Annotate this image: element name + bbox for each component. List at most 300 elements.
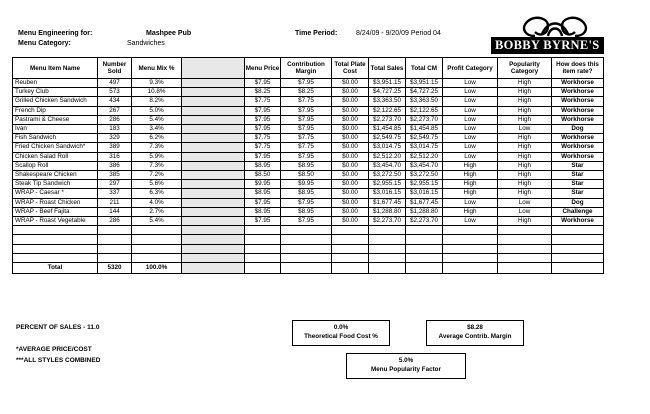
number-sold-cell: 573 <box>98 88 132 97</box>
total-cm-cell: $2,955.15 <box>406 180 443 189</box>
col-header-price: Menu Price <box>245 58 281 79</box>
blank-cell <box>98 244 132 253</box>
table-row <box>13 217 604 226</box>
number-sold-cell: 183 <box>98 125 132 134</box>
period-label: Time Period: <box>295 30 338 37</box>
number-sold-cell: 386 <box>98 161 132 170</box>
col-header-rating: How does this item rate? <box>552 58 604 79</box>
contribution-margin-cell: $7.95 <box>281 106 332 115</box>
plate-cost-cell: $0.00 <box>332 161 369 170</box>
blank-cell <box>332 263 369 274</box>
blank-cell <box>98 253 132 262</box>
blank-cell <box>98 235 132 244</box>
blank-cell <box>406 235 443 244</box>
item-rating-cell: Workhorse <box>552 97 604 106</box>
menu-mix-cell: 6.3% <box>132 189 182 198</box>
blank-row <box>13 244 604 253</box>
item-name-cell: Scallop Roll <box>13 161 98 170</box>
menu-engineering-table <box>12 57 604 274</box>
total-sales-cell: $1,288.80 <box>369 207 406 216</box>
spacer-cell <box>182 134 245 143</box>
profit-category-cell: High <box>443 207 498 216</box>
contrib-margin-value: $8.28 <box>467 324 483 331</box>
plate-cost-cell: $0.00 <box>332 152 369 161</box>
item-rating-cell: Star <box>552 161 604 170</box>
item-name-cell: Shakespeare Chicken <box>13 171 98 180</box>
blank-cell <box>498 244 552 253</box>
item-rating-cell: Star <box>552 189 604 198</box>
restaurant-name: Mashpee Pub <box>146 30 192 37</box>
blank-cell <box>406 226 443 235</box>
average-note: *AVERAGE PRICE/COST <box>16 346 92 353</box>
number-sold-cell: 297 <box>98 180 132 189</box>
number-sold-cell: 286 <box>98 115 132 124</box>
blank-cell <box>369 235 406 244</box>
blank-cell <box>245 226 281 235</box>
total-sales-cell: $3,272.50 <box>369 171 406 180</box>
total-cm-cell: $3,363.50 <box>406 97 443 106</box>
popularity-category-cell: High <box>498 161 552 170</box>
popularity-factor-box <box>346 353 466 379</box>
item-rating-cell: Workhorse <box>552 152 604 161</box>
contribution-margin-cell: $8.95 <box>281 207 332 216</box>
contribution-margin-cell: $8.25 <box>281 88 332 97</box>
popularity-category-cell: Low <box>498 125 552 134</box>
col-header-sold: Number Sold <box>98 58 132 79</box>
item-name-cell: Steak Tip Sandwich <box>13 180 98 189</box>
profit-category-cell: Low <box>443 217 498 226</box>
contribution-margin-cell: $8.95 <box>281 161 332 170</box>
item-rating-cell: Challenge <box>552 207 604 216</box>
spacer-cell <box>182 161 245 170</box>
menu-price-cell: $7.75 <box>245 97 281 106</box>
spacer-cell <box>182 171 245 180</box>
item-name-cell: Reuben <box>13 79 98 88</box>
profit-category-cell: Low <box>443 97 498 106</box>
item-rating-cell: Star <box>552 180 604 189</box>
menu-mix-cell: 5.4% <box>132 115 182 124</box>
table-row <box>13 207 604 216</box>
popularity-category-cell: High <box>498 217 552 226</box>
total-cm-cell: $2,512.20 <box>406 152 443 161</box>
item-name-cell: WRAP - Roast Vegetable <box>13 217 98 226</box>
number-sold-cell: 286 <box>98 217 132 226</box>
profit-category-cell: High <box>443 161 498 170</box>
col-header-name: Menu Item Name <box>13 58 98 79</box>
item-rating-cell: Workhorse <box>552 134 604 143</box>
menu-mix-cell: 3.4% <box>132 125 182 134</box>
spacer-cell <box>182 152 245 161</box>
blank-cell <box>13 235 98 244</box>
popularity-category-cell: Low <box>498 198 552 207</box>
spacer-cell <box>182 97 245 106</box>
blank-cell <box>245 244 281 253</box>
spacer-cell <box>182 143 245 152</box>
category-value: Sandwiches <box>127 40 165 47</box>
blank-cell <box>552 226 604 235</box>
table-row <box>13 88 604 97</box>
menu-mix-cell: 5.4% <box>132 217 182 226</box>
total-sales-cell: $3,454.70 <box>369 161 406 170</box>
table-row <box>13 180 604 189</box>
blank-cell <box>13 226 98 235</box>
table-row <box>13 143 604 152</box>
contribution-margin-cell: $7.95 <box>281 79 332 88</box>
contribution-margin-cell: $7.95 <box>281 152 332 161</box>
total-cm-cell: $3,454.70 <box>406 161 443 170</box>
profit-category-cell: Low <box>443 106 498 115</box>
profit-category-cell: Low <box>443 88 498 97</box>
blank-cell <box>332 253 369 262</box>
total-sales-cell: $2,122.65 <box>369 106 406 115</box>
table-row <box>13 189 604 198</box>
total-sales-cell: $3,951.15 <box>369 79 406 88</box>
total-sales-cell: $2,273.70 <box>369 217 406 226</box>
period-value: 8/24/09 - 9/20/09 Period 04 <box>356 30 441 37</box>
profit-category-cell: Low <box>443 125 498 134</box>
blank-cell <box>132 235 182 244</box>
blank-cell <box>98 226 132 235</box>
table-row <box>13 171 604 180</box>
total-label: Total <box>13 263 98 274</box>
item-name-cell: Chicken Salad Roll <box>13 152 98 161</box>
item-name-cell: French Dip <box>13 106 98 115</box>
number-sold-cell: 497 <box>98 79 132 88</box>
item-rating-cell: Workhorse <box>552 143 604 152</box>
profit-category-cell: High <box>443 189 498 198</box>
blank-cell <box>245 235 281 244</box>
contribution-margin-cell: $8.95 <box>281 189 332 198</box>
total-sales-cell: $2,273.70 <box>369 115 406 124</box>
number-sold-cell: 329 <box>98 134 132 143</box>
popularity-category-cell: High <box>498 143 552 152</box>
popularity-category-cell: High <box>498 115 552 124</box>
item-name-cell: WRAP - Roast Chicken <box>13 198 98 207</box>
spacer-cell <box>182 115 245 124</box>
total-sales-cell: $3,363.50 <box>369 97 406 106</box>
contrib-margin-box <box>426 320 524 346</box>
item-name-cell: Pastrami & Cheese <box>13 115 98 124</box>
blank-cell <box>132 244 182 253</box>
styles-note: ***ALL STYLES COMBINED <box>16 357 101 364</box>
plate-cost-cell: $0.00 <box>332 125 369 134</box>
total-mix: 100.0% <box>132 263 182 274</box>
contribution-margin-cell: $7.75 <box>281 97 332 106</box>
blank-cell <box>182 244 245 253</box>
blank-cell <box>443 253 498 262</box>
blank-cell <box>132 226 182 235</box>
profit-category-cell: High <box>443 171 498 180</box>
menu-price-cell: $7.95 <box>245 115 281 124</box>
menu-mix-cell: 5.6% <box>132 180 182 189</box>
blank-cell <box>13 244 98 253</box>
popularity-category-cell: High <box>498 134 552 143</box>
popularity-category-cell: High <box>498 180 552 189</box>
profit-category-cell: Low <box>443 198 498 207</box>
blank-cell <box>245 253 281 262</box>
total-cm-cell: $2,273.70 <box>406 217 443 226</box>
menu-price-cell: $8.95 <box>245 161 281 170</box>
item-name-cell: WRAP - Caesar * <box>13 189 98 198</box>
menu-price-cell: $7.95 <box>245 152 281 161</box>
total-cm-cell: $1,288.80 <box>406 207 443 216</box>
item-rating-cell: Workhorse <box>552 106 604 115</box>
table-row <box>13 115 604 124</box>
blank-cell <box>552 244 604 253</box>
blank-cell <box>552 263 604 274</box>
table-row <box>13 152 604 161</box>
blank-cell <box>332 235 369 244</box>
total-cm-cell: $2,122.65 <box>406 106 443 115</box>
col-header-sales: Total Sales <box>369 58 406 79</box>
table-row <box>13 161 604 170</box>
logo <box>490 12 620 54</box>
item-rating-cell: Workhorse <box>552 88 604 97</box>
blank-cell <box>332 226 369 235</box>
col-header-margin: Contribution Margin <box>281 58 332 79</box>
item-rating-cell: Workhorse <box>552 217 604 226</box>
plate-cost-cell: $0.00 <box>332 217 369 226</box>
blank-cell <box>406 253 443 262</box>
total-sales-cell: $4,727.25 <box>369 88 406 97</box>
number-sold-cell: 211 <box>98 198 132 207</box>
popularity-category-cell: High <box>498 171 552 180</box>
item-rating-cell: Workhorse <box>552 115 604 124</box>
blank-cell <box>281 235 332 244</box>
table-row <box>13 79 604 88</box>
popularity-factor-value: 5.0% <box>398 357 414 364</box>
blank-cell <box>406 244 443 253</box>
total-sales-cell: $1,677.45 <box>369 198 406 207</box>
number-sold-cell: 337 <box>98 189 132 198</box>
col-header-mix: Menu Mix % <box>132 58 182 79</box>
blank-cell <box>369 226 406 235</box>
blank-cell <box>443 235 498 244</box>
blank-cell <box>132 253 182 262</box>
blank-cell <box>369 253 406 262</box>
total-sales-cell: $2,955.15 <box>369 180 406 189</box>
category-label: Menu Category: <box>18 40 71 47</box>
blank-cell <box>281 253 332 262</box>
profit-category-cell: Low <box>443 79 498 88</box>
menu-price-cell: $8.95 <box>245 189 281 198</box>
table-row <box>13 106 604 115</box>
table-header-row <box>13 58 604 79</box>
spacer-cell <box>182 189 245 198</box>
plate-cost-cell: $0.00 <box>332 180 369 189</box>
blank-cell <box>498 226 552 235</box>
blank-cell <box>443 244 498 253</box>
contribution-margin-cell: $8.50 <box>281 171 332 180</box>
percent-of-sales: PERCENT OF SALES - 11.0 <box>16 324 100 331</box>
menu-mix-cell: 5.9% <box>132 152 182 161</box>
total-cm-cell: $3,272.50 <box>406 171 443 180</box>
popularity-category-cell: High <box>498 189 552 198</box>
blank-cell <box>182 263 245 274</box>
menu-price-cell: $7.75 <box>245 134 281 143</box>
contribution-margin-cell: $7.75 <box>281 143 332 152</box>
blank-cell <box>498 263 552 274</box>
popularity-category-cell: High <box>498 88 552 97</box>
menu-mix-cell: 2.7% <box>132 207 182 216</box>
blank-cell <box>443 226 498 235</box>
popularity-category-cell: High <box>498 106 552 115</box>
spacer-cell <box>182 180 245 189</box>
menu-price-cell: $7.95 <box>245 198 281 207</box>
plate-cost-cell: $0.00 <box>332 189 369 198</box>
blank-cell <box>443 263 498 274</box>
item-rating-cell: Dog <box>552 125 604 134</box>
menu-mix-cell: 7.3% <box>132 161 182 170</box>
total-sales-cell: $2,512.20 <box>369 152 406 161</box>
blank-cell <box>245 263 281 274</box>
total-cm-cell: $3,016.15 <box>406 189 443 198</box>
item-name-cell: Fish Sandwich <box>13 134 98 143</box>
blank-cell <box>281 244 332 253</box>
total-sales-cell: $3,016.15 <box>369 189 406 198</box>
spacer-cell <box>182 106 245 115</box>
col-header-profit: Profit Category <box>443 58 498 79</box>
popularity-category-cell: Low <box>498 207 552 216</box>
blank-cell <box>498 253 552 262</box>
item-name-cell: Grilled Chicken Sandwich <box>13 97 98 106</box>
blank-cell <box>281 226 332 235</box>
menu-price-cell: $8.50 <box>245 171 281 180</box>
plate-cost-cell: $0.00 <box>332 171 369 180</box>
total-cm-cell: $4,727.25 <box>406 88 443 97</box>
item-name-cell: Fried Chicken Sandwich* <box>13 143 98 152</box>
menu-price-cell: $8.25 <box>245 88 281 97</box>
blank-row <box>13 253 604 262</box>
celtic-knot-icon <box>490 12 620 40</box>
menu-price-cell: $8.95 <box>245 207 281 216</box>
menu-mix-cell: 8.2% <box>132 97 182 106</box>
total-sales-cell: $1,454.85 <box>369 125 406 134</box>
blank-cell <box>552 253 604 262</box>
engineering-label: Menu Engineering for: <box>18 30 93 37</box>
item-name-cell: Ivan <box>13 125 98 134</box>
blank-row <box>13 226 604 235</box>
plate-cost-cell: $0.00 <box>332 134 369 143</box>
menu-mix-cell: 7.2% <box>132 171 182 180</box>
table-row <box>13 198 604 207</box>
contribution-margin-cell: $7.75 <box>281 134 332 143</box>
col-header-spacer <box>182 58 245 79</box>
total-cm-cell: $2,273.70 <box>406 115 443 124</box>
plate-cost-cell: $0.00 <box>332 79 369 88</box>
blank-cell <box>281 263 332 274</box>
blank-cell <box>13 253 98 262</box>
table-row <box>13 125 604 134</box>
blank-cell <box>369 263 406 274</box>
item-name-cell: WRAP - Beef Fajita <box>13 207 98 216</box>
profit-category-cell: Low <box>443 115 498 124</box>
profit-category-cell: Low <box>443 152 498 161</box>
menu-mix-cell: 6.2% <box>132 134 182 143</box>
col-header-popularity: Popularity Category <box>498 58 552 79</box>
total-cm-cell: $1,454.85 <box>406 125 443 134</box>
blank-cell <box>332 244 369 253</box>
profit-category-cell: Low <box>443 143 498 152</box>
menu-price-cell: $7.95 <box>245 217 281 226</box>
col-header-cm: Total CM <box>406 58 443 79</box>
popularity-category-cell: High <box>498 79 552 88</box>
table-row <box>13 134 604 143</box>
number-sold-cell: 389 <box>98 143 132 152</box>
total-cm-cell: $3,014.75 <box>406 143 443 152</box>
number-sold-cell: 267 <box>98 106 132 115</box>
profit-category-cell: Low <box>443 134 498 143</box>
item-rating-cell: Workhorse <box>552 79 604 88</box>
blank-cell <box>552 235 604 244</box>
plate-cost-cell: $0.00 <box>332 115 369 124</box>
blank-row <box>13 235 604 244</box>
profit-category-cell: High <box>443 180 498 189</box>
total-cm-cell: $1,677.45 <box>406 198 443 207</box>
item-rating-cell: Star <box>552 171 604 180</box>
contribution-margin-cell: $7.95 <box>281 125 332 134</box>
item-rating-cell: Dog <box>552 198 604 207</box>
table-row <box>13 97 604 106</box>
blank-cell <box>182 253 245 262</box>
total-sold: 5320 <box>98 263 132 274</box>
menu-mix-cell: 9.3% <box>132 79 182 88</box>
menu-price-cell: $7.95 <box>245 106 281 115</box>
spacer-cell <box>182 125 245 134</box>
spacer-cell <box>182 217 245 226</box>
popularity-category-cell: High <box>498 152 552 161</box>
spacer-cell <box>182 198 245 207</box>
plate-cost-cell: $0.00 <box>332 106 369 115</box>
spacer-cell <box>182 88 245 97</box>
contribution-margin-cell: $9.95 <box>281 180 332 189</box>
number-sold-cell: 385 <box>98 171 132 180</box>
blank-cell <box>369 244 406 253</box>
total-cm-cell: $2,549.75 <box>406 134 443 143</box>
contribution-margin-cell: $7.95 <box>281 115 332 124</box>
plate-cost-cell: $0.00 <box>332 207 369 216</box>
menu-mix-cell: 10.8% <box>132 88 182 97</box>
totals-row <box>13 263 604 274</box>
number-sold-cell: 144 <box>98 207 132 216</box>
number-sold-cell: 434 <box>98 97 132 106</box>
popularity-category-cell: High <box>498 97 552 106</box>
menu-mix-cell: 7.3% <box>132 143 182 152</box>
plate-cost-cell: $0.00 <box>332 88 369 97</box>
menu-mix-cell: 4.0% <box>132 198 182 207</box>
contrib-margin-label: Average Contrib. Margin <box>438 333 512 340</box>
blank-cell <box>498 235 552 244</box>
menu-price-cell: $7.95 <box>245 79 281 88</box>
contribution-margin-cell: $7.95 <box>281 217 332 226</box>
contribution-margin-cell: $7.95 <box>281 198 332 207</box>
spacer-cell <box>182 79 245 88</box>
total-sales-cell: $3,014.75 <box>369 143 406 152</box>
menu-price-cell: $7.75 <box>245 143 281 152</box>
total-cm-cell: $3,951.15 <box>406 79 443 88</box>
menu-price-cell: $7.95 <box>245 125 281 134</box>
plate-cost-cell: $0.00 <box>332 97 369 106</box>
food-cost-value: 0.0% <box>333 324 349 331</box>
plate-cost-cell: $0.00 <box>332 198 369 207</box>
menu-price-cell: $9.95 <box>245 180 281 189</box>
col-header-plate-cost: Total Plate Cost <box>332 58 369 79</box>
spacer-cell <box>182 207 245 216</box>
food-cost-box <box>292 320 390 346</box>
blank-cell <box>182 226 245 235</box>
item-name-cell: Turkey Club <box>13 88 98 97</box>
popularity-factor-label: Menu Popularity Factor <box>371 366 441 373</box>
